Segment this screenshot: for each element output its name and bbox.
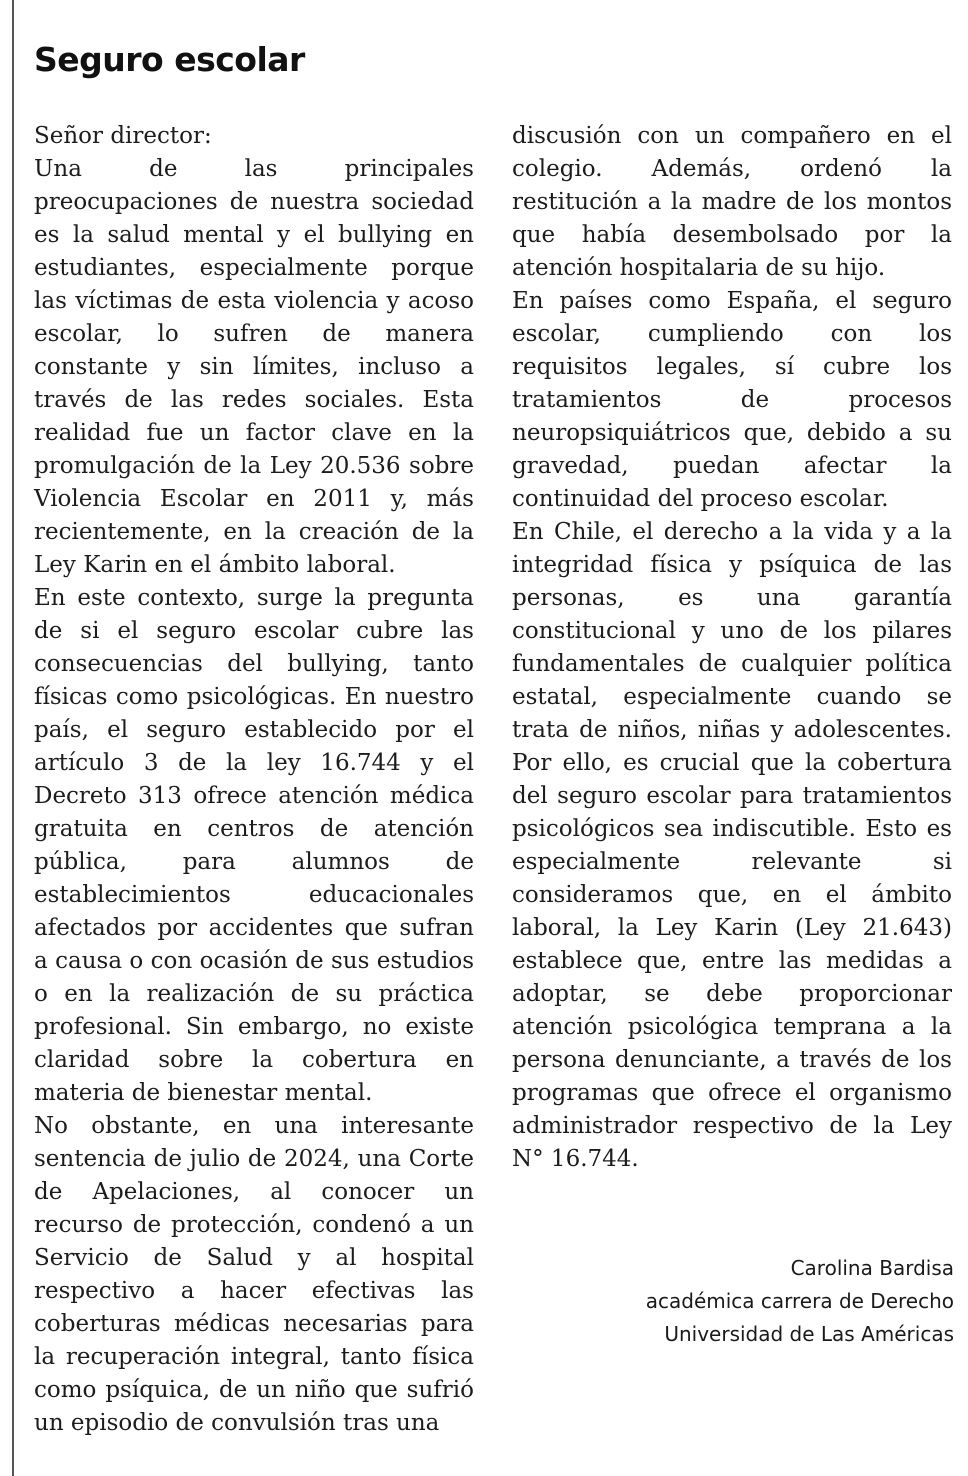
- article-column-right: [512, 120, 952, 1176]
- column-divider-rule: [12, 0, 14, 1476]
- paragraph-3: No obstante, en una interesante sentencia de julio de 2024, una Corte de Apelaciones, al conocer un recurso de protección, condenó a un Servicio de Salud y al hospital respectivo a hacer efectivas las coberturas médicas necesarias para la recuperación integral, tanto física como psíquica, de un niño que sufrió un episodio de convulsión tras una: [34, 1113, 474, 1436]
- author-role: académica carrera de Derecho: [645, 1289, 954, 1313]
- author-signature: [646, 1252, 954, 1351]
- article-title: Seguro escolar: [34, 40, 305, 79]
- author-name: Carolina Bardisa: [790, 1256, 954, 1280]
- author-institution: Universidad de Las Américas: [664, 1322, 954, 1346]
- paragraph-5: En Chile, el derecho a la vida y a la integridad física y psíquica de las personas, es una garantía constitucional y uno de los pilares fundamentales de cualquier política estatal, especialmente cuando se trata de niños, niñas y adolescentes. Por ello, es crucial que la cobertura del seguro escolar para tratamientos psicológicos sea indiscutible. Esto es especialmente relevante si consideramos que, en el ámbito laboral, la Ley Karin (Ley 21.643) establece que, entre las medidas a adoptar, se debe proporcionar atención psicológica temprana a la persona denunciante, a través de los programas que ofrece el organismo administrador respectivo de la Ley N° 16.744.: [512, 519, 952, 1172]
- paragraph-3-continued: discusión con un compañero en el colegio. Además, ordenó la restitución a la madre de los montos que había desembolsado por la atención hospitalaria de su hijo.: [512, 123, 952, 281]
- paragraph-1: Una de las principales preocupaciones de nuestra sociedad es la salud mental y el bullying en estudiantes, especialmente porque las víctimas de esta violencia y acoso escolar, lo sufren de manera constante y sin límites, incluso a través de las redes sociales. Esta realidad fue un factor clave en la promulgación de la Ley 20.536 sobre Violencia Escolar en 2011 y, más recientemente, en la creación de la Ley Karin en el ámbito laboral.: [34, 156, 474, 578]
- salutation: Señor director:: [34, 123, 212, 149]
- paragraph-4: En países como España, el seguro escolar, cumpliendo con los requisitos legales, sí cubre los tratamientos de procesos neuropsiquiátricos que, debido a su gravedad, puedan afectar la continuidad del proceso escolar.: [512, 288, 952, 512]
- article-column-left: [34, 120, 474, 1440]
- paragraph-2: En este contexto, surge la pregunta de si el seguro escolar cubre las consecuencias del bullying, tanto físicas como psicológicas. En nuestro país, el seguro establecido por el artículo 3 de la ley 16.744 y el Decreto 313 ofrece atención médica gratuita en centros de atención pública, para alumnos de establecimientos educacionales afectados por accidentes que sufran a causa o con ocasión de sus estudios o en la realización de su práctica profesional. Sin embargo, no existe claridad sobre la cobertura en materia de bienestar mental.: [34, 585, 474, 1106]
